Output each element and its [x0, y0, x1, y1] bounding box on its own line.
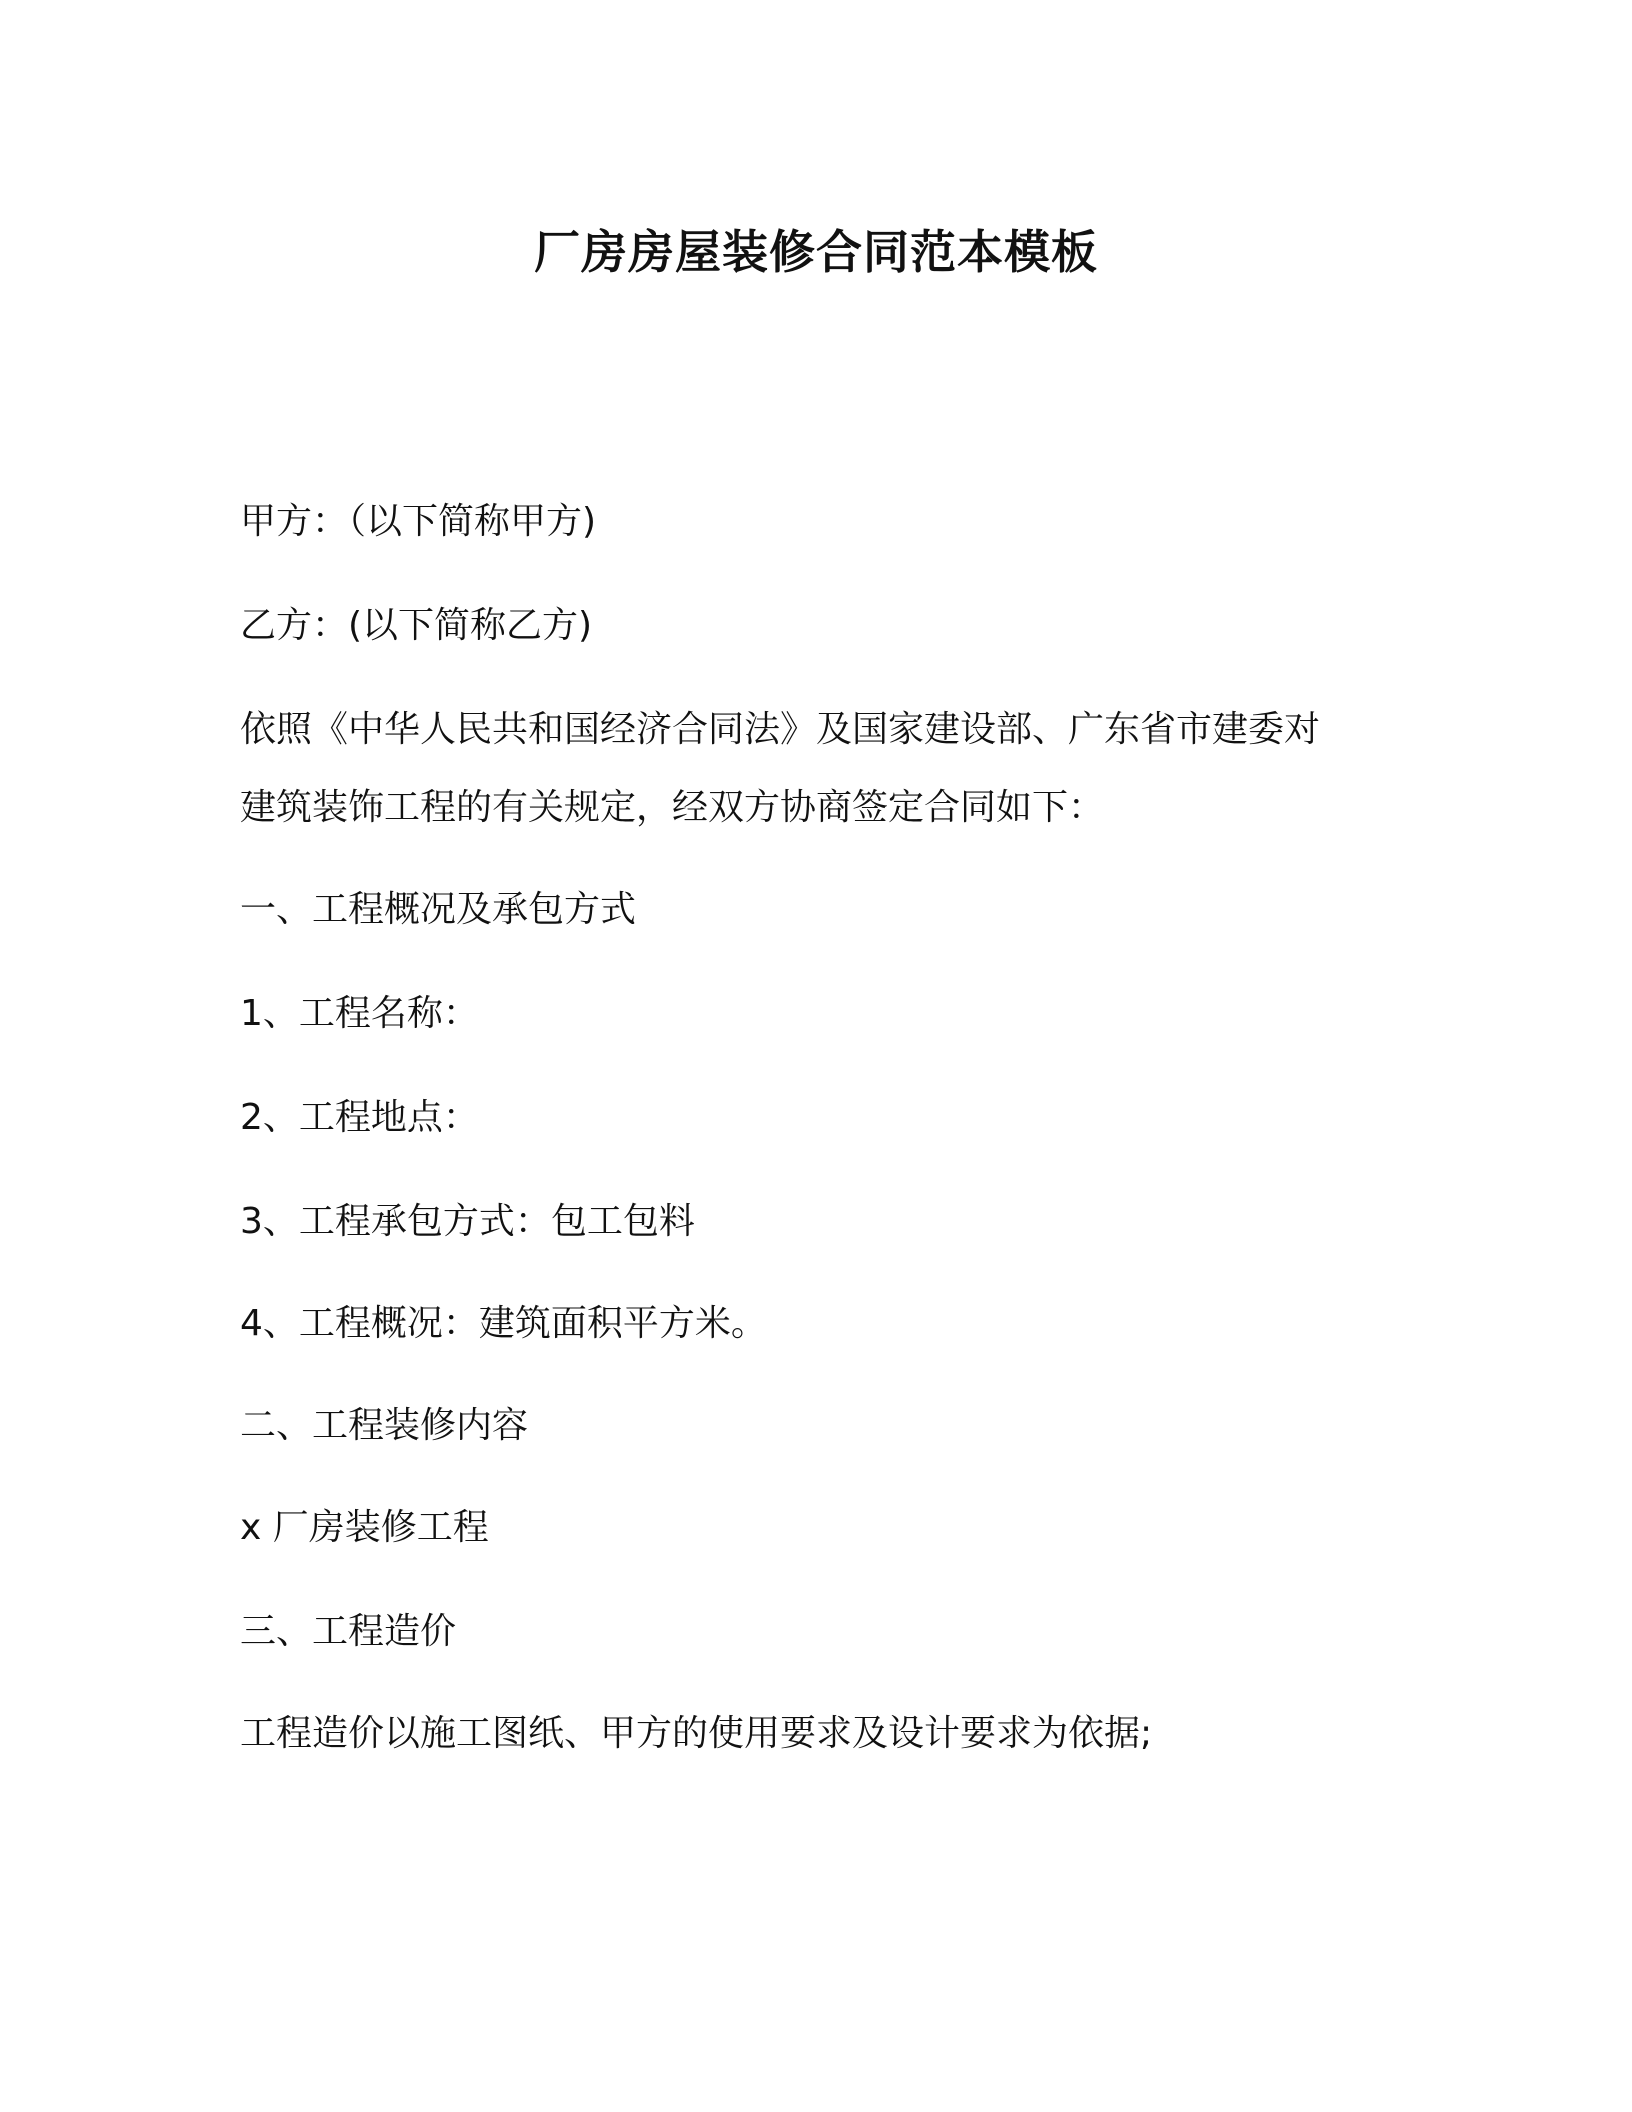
- project-location-line: 2、工程地点：: [240, 1097, 479, 1138]
- section-1-heading: 一、工程概况及承包方式: [240, 889, 637, 930]
- party-b-line: 乙方：(以下简称乙方): [240, 605, 593, 646]
- project-name-line: 1、工程名称：: [240, 993, 479, 1034]
- decoration-content-line: x 厂房装修工程: [240, 1507, 489, 1548]
- section-2-heading: 二、工程装修内容: [240, 1405, 529, 1446]
- section-3-heading: 三、工程造价: [240, 1611, 457, 1652]
- document-title: 厂房房屋装修合同范本模板: [534, 225, 1098, 279]
- party-a-line: 甲方：（以下简称甲方): [240, 501, 597, 542]
- intro-line-2: 建筑装饰工程的有关规定，经双方协商签定合同如下：: [240, 787, 1105, 828]
- cost-basis-line: 工程造价以施工图纸、甲方的使用要求及设计要求为依据;: [240, 1713, 1153, 1754]
- intro-line-1: 依照《中华人民共和国经济合同法》及国家建设部、广东省市建委对: [240, 709, 1321, 750]
- project-overview-line: 4、工程概况：建筑面积平方米。: [240, 1303, 767, 1344]
- contract-mode-line: 3、工程承包方式：包工包料: [240, 1201, 695, 1242]
